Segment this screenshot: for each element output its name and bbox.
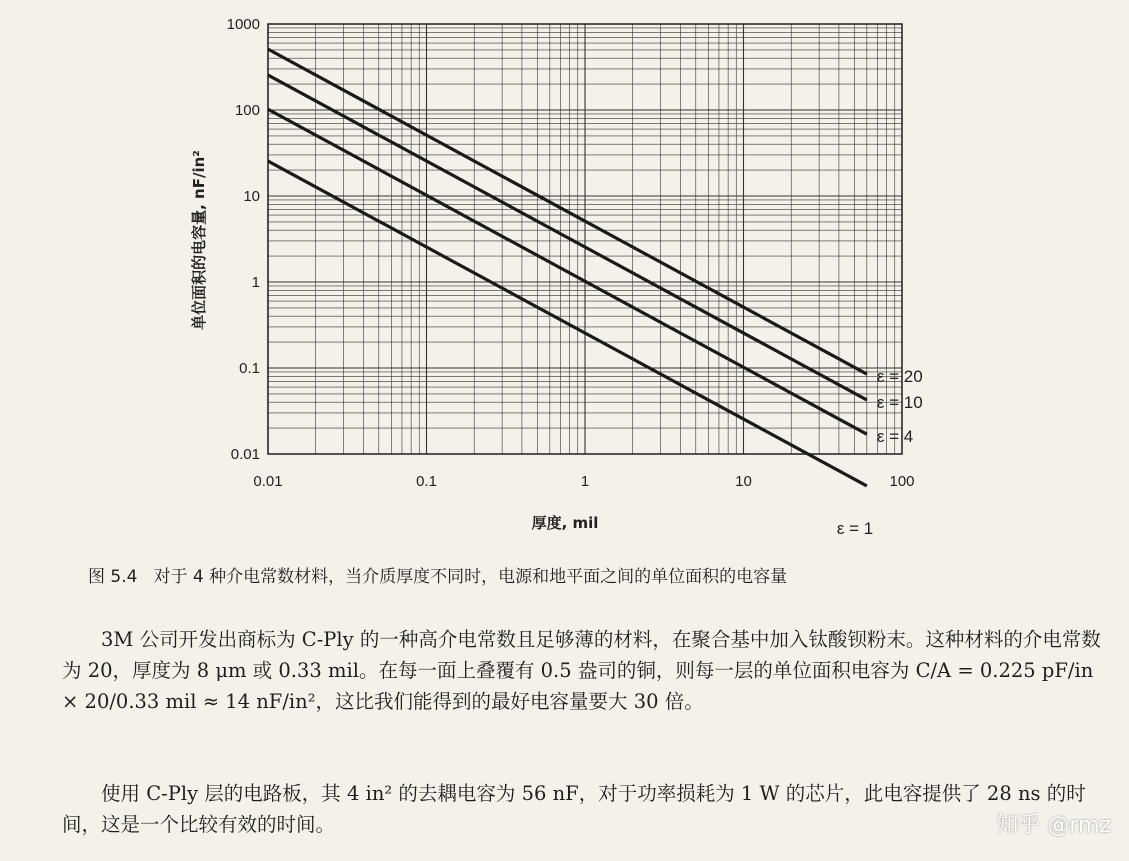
series-line	[268, 161, 867, 486]
y-tick-label: 100	[234, 102, 260, 119]
figure-number: 图 5.4	[88, 567, 138, 587]
y-tick-label: 0.01	[230, 446, 260, 463]
y-tick-label: 1	[251, 274, 260, 291]
y-tick-label: 10	[243, 188, 260, 205]
curve-label: ε = 20	[876, 367, 923, 387]
x-tick-label: 1	[580, 473, 590, 490]
grid	[268, 24, 902, 454]
tick-labels	[227, 16, 915, 490]
figure-caption	[88, 562, 787, 587]
watermark: 知乎 @rmz	[996, 813, 1111, 838]
curve-labels	[837, 367, 923, 538]
curve-label: ε = 4	[876, 427, 914, 447]
curves	[268, 49, 867, 486]
x-tick-label: 0.1	[416, 473, 437, 490]
curve-label: ε = 10	[876, 392, 923, 412]
x-tick-label: 0.01	[253, 473, 283, 490]
series-line	[268, 109, 867, 434]
curve-label: ε = 1	[836, 518, 874, 538]
body-paragraph-2: 使用 C-Ply 层的电路板，其 4 in² 的去耦电容为 56 nF，对于功率损耗为 1 W 的芯片，此电容提供了 28 ns 的时间，这是一个比较有效的时间。	[62, 782, 1086, 836]
y-tick-label: 0.1	[239, 360, 260, 377]
body-paragraph-1: 3M 公司开发出商标为 C-Ply 的一种高介电常数且足够薄的材料，在聚合基中加入钛酸钡粉末。这种材料的介电常数为 20，厚度为 8 μm 或 0.33 mil。在每一面上叠覆有 0.5 盎司的铜，则每一层的单位面积电容为 C/A = 0.225 pF/in × 20/0.33 mil ≈ 14 nF/in²，这比我们能得到的最好电容量要大 30 倍。	[62, 628, 1101, 713]
y-tick-label: 1000	[226, 16, 260, 33]
series-line	[268, 75, 867, 400]
x-tick-label: 100	[889, 473, 915, 490]
x-axis-title: 厚度, mil	[531, 514, 599, 532]
y-axis-title: 单位面积的电容量, nF/in²	[190, 150, 208, 330]
series-line	[268, 49, 867, 374]
figure-caption-text: 对于 4 种介电常数材料，当介质厚度不同时，电源和地平面之间的单位面积的电容量	[153, 567, 788, 587]
x-tick-label: 10	[735, 473, 752, 490]
